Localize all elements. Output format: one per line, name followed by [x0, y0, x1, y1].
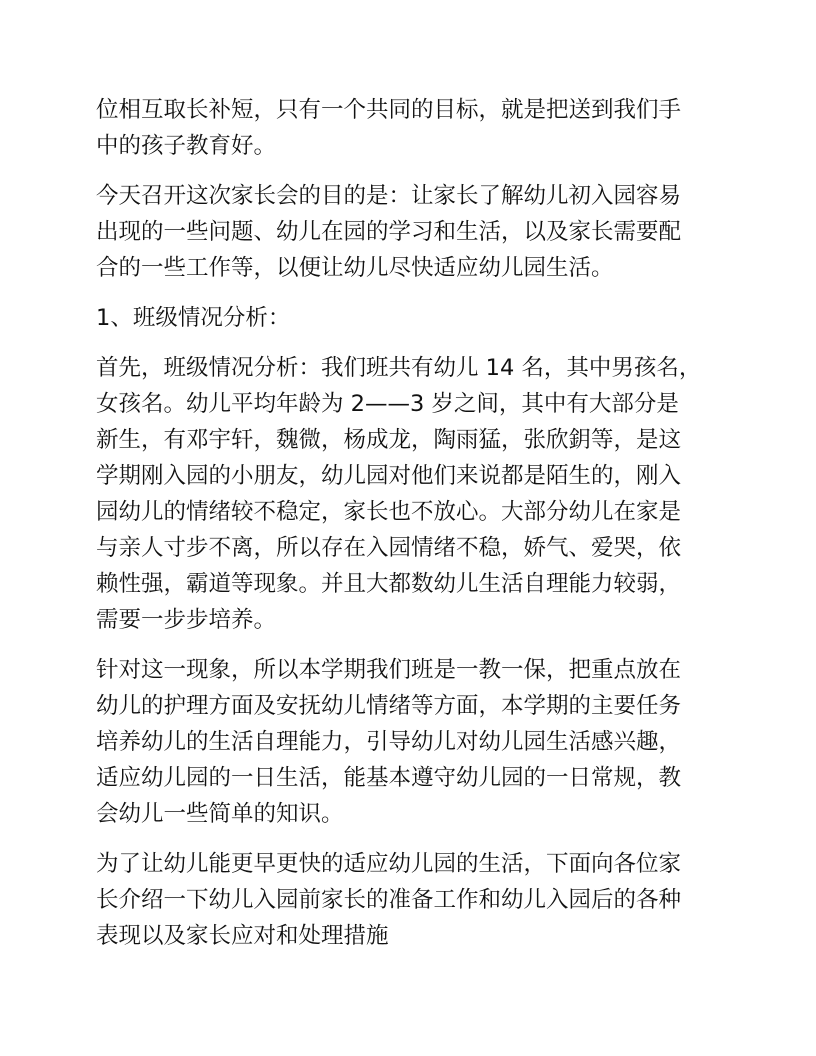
text-line: 首先，班级情况分析：我们班共有幼儿 14 名，其中男孩名，: [96, 355, 702, 381]
paragraph-semester-tasks: [96, 652, 720, 832]
text-line: 园幼儿的情绪较不稳定，家长也不放心。大部分幼儿在家是: [96, 499, 682, 525]
text-line: 新生，有邓宇轩，魏微，杨成龙，陶雨猛，张欣鈅等，是这: [96, 427, 682, 453]
text-line: 幼儿的护理方面及安抚幼儿情绪等方面，本学期的主要任务: [96, 693, 682, 719]
text-line: 培养幼儿的生活自理能力，引导幼儿对幼儿园生活感兴趣，: [96, 729, 682, 755]
paragraph-class-analysis: [96, 350, 720, 638]
text-line: 与亲人寸步不离，所以存在入园情绪不稳，娇气、爱哭，依: [96, 535, 682, 561]
text-line: 会幼儿一些简单的知识。: [96, 801, 344, 827]
text-line: 赖性强，霸道等现象。并且大都数幼儿生活自理能力较弱，: [96, 571, 682, 597]
paragraph-intro-continuation: [96, 92, 720, 164]
text-line: 出现的一些问题、幼儿在园的学习和生活，以及家长需要配: [96, 219, 682, 245]
text-line: 为了让幼儿能更早更快的适应幼儿园的生活，下面向各位家: [96, 851, 682, 877]
document-page: [96, 92, 720, 968]
text-line: 需要一步步培养。: [96, 607, 277, 633]
text-line: 中的孩子教育好。: [96, 133, 277, 159]
text-line: 1、班级情况分析：: [96, 305, 291, 331]
text-line: 表现以及家长应对和处理措施: [96, 923, 389, 949]
text-line: 针对这一现象，所以本学期我们班是一教一保，把重点放在: [96, 657, 682, 683]
text-line: 适应幼儿园的一日生活，能基本遵守幼儿园的一日常规，教: [96, 765, 682, 791]
text-line: 合的一些工作等，以便让幼儿尽快适应幼儿园生活。: [96, 255, 614, 281]
text-line: 今天召开这次家长会的目的是：让家长了解幼儿初入园容易: [96, 183, 682, 209]
section-heading-class-analysis: [96, 300, 720, 336]
paragraph-meeting-purpose: [96, 178, 720, 286]
paragraph-parent-guidance: [96, 846, 720, 954]
text-line: 女孩名。幼儿平均年龄为 2——3 岁之间，其中有大部分是: [96, 391, 679, 417]
text-line: 长介绍一下幼儿入园前家长的准备工作和幼儿入园后的各种: [96, 887, 682, 913]
text-line: 学期刚入园的小朋友，幼儿园对他们来说都是陌生的，刚入: [96, 463, 682, 489]
text-line: 位相互取长补短，只有一个共同的目标，就是把送到我们手: [96, 97, 682, 123]
